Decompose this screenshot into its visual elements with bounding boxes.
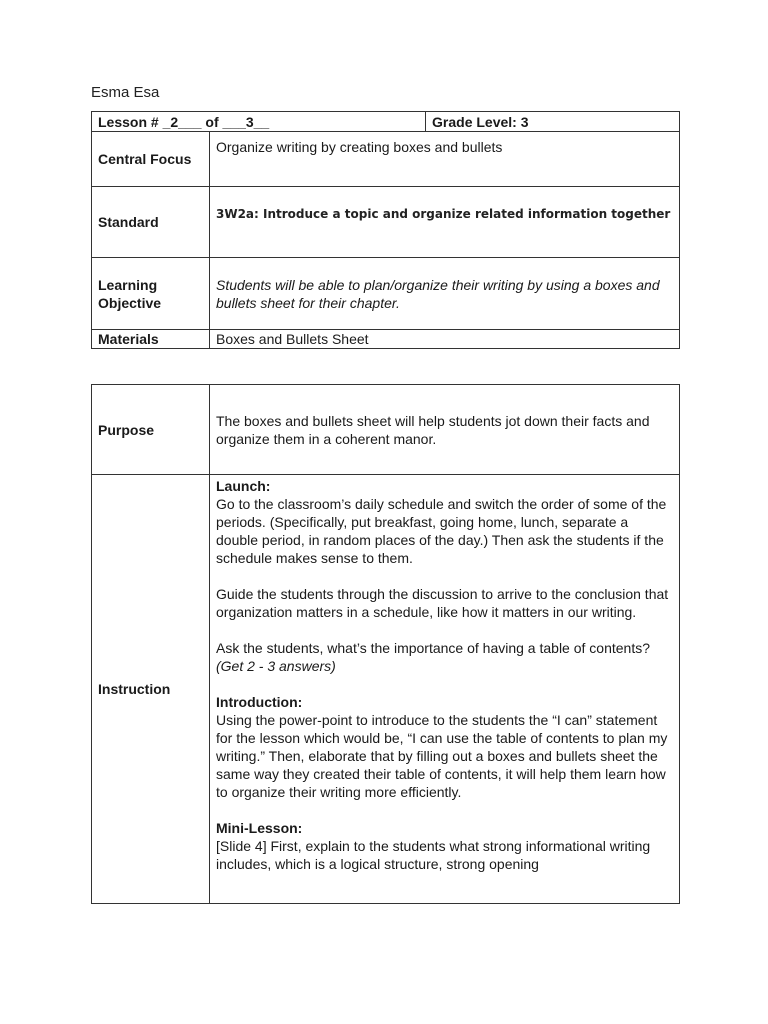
lesson-info-table: [91, 111, 680, 349]
author-name: Esma Esa: [91, 84, 160, 101]
instruction-label: Instruction: [92, 475, 210, 904]
purpose-row: [92, 385, 680, 475]
central-focus-row: [92, 132, 680, 187]
lesson-number-cell: Lesson # _2___ of ___3__: [92, 112, 426, 132]
launch-paragraph-3: [216, 639, 673, 675]
learning-objective-label-line2: Objective: [98, 294, 162, 311]
introduction-paragraph: Using the power-point to introduce to the students the “I can” statement for the lesson which would be, “I can use the table of contents to plan my writing.” Then, elaborate that by filling out a boxes and bullets sheet the same way they created their table of contents, it will help them learn how to organize their writing more efficiently.: [216, 712, 668, 800]
introduction-heading: Introduction:: [216, 694, 303, 710]
launch-paragraph-1: Go to the classroom’s daily schedule and switch the order of some of the periods. (Specifically, put breakfast, going home, lunch, separate a double period, in random places of the day.) Then ask the students if the schedule makes sense to them.: [216, 496, 667, 566]
launch-heading: Launch:: [216, 478, 271, 494]
lesson-plan-table: [91, 384, 680, 904]
launch-paragraph-3-text: Ask the students, what’s the importance of having a table of contents?: [216, 640, 651, 656]
instruction-content: [210, 475, 680, 904]
learning-objective-label: [92, 258, 210, 330]
launch-paragraph-3-note: (Get 2 - 3 answers): [216, 658, 336, 674]
mini-lesson-paragraph: [Slide 4] First, explain to the students what strong informational writing includes, which is a logical structure, strong opening: [216, 838, 651, 872]
purpose-label: Purpose: [92, 385, 210, 475]
materials-value: Boxes and Bullets Sheet: [210, 330, 680, 349]
lesson-header-row: [92, 112, 680, 132]
materials-row: [92, 330, 680, 349]
instruction-row: [92, 475, 680, 904]
standard-value: 3W2a: Introduce a topic and organize related information together: [210, 187, 680, 258]
standard-row: [92, 187, 680, 258]
standard-label: Standard: [92, 187, 210, 258]
learning-objective-value: Students will be able to plan/organize their writing by using a boxes and bullets sheet for their chapter.: [210, 258, 680, 330]
materials-label: Materials: [92, 330, 210, 349]
learning-objective-label-line1: Learning: [98, 276, 158, 293]
purpose-value: The boxes and bullets sheet will help students jot down their facts and organize them in a coherent manor.: [210, 385, 680, 475]
learning-objective-row: [92, 258, 680, 330]
central-focus-label: Central Focus: [92, 132, 210, 187]
mini-lesson-heading: Mini-Lesson:: [216, 820, 303, 836]
central-focus-value: Organize writing by creating boxes and bullets: [210, 132, 680, 187]
grade-level-cell: Grade Level: 3: [426, 112, 680, 132]
launch-paragraph-2: Guide the students through the discussion to arrive to the conclusion that organization matters in a schedule, like how it matters in our writing.: [216, 586, 669, 620]
